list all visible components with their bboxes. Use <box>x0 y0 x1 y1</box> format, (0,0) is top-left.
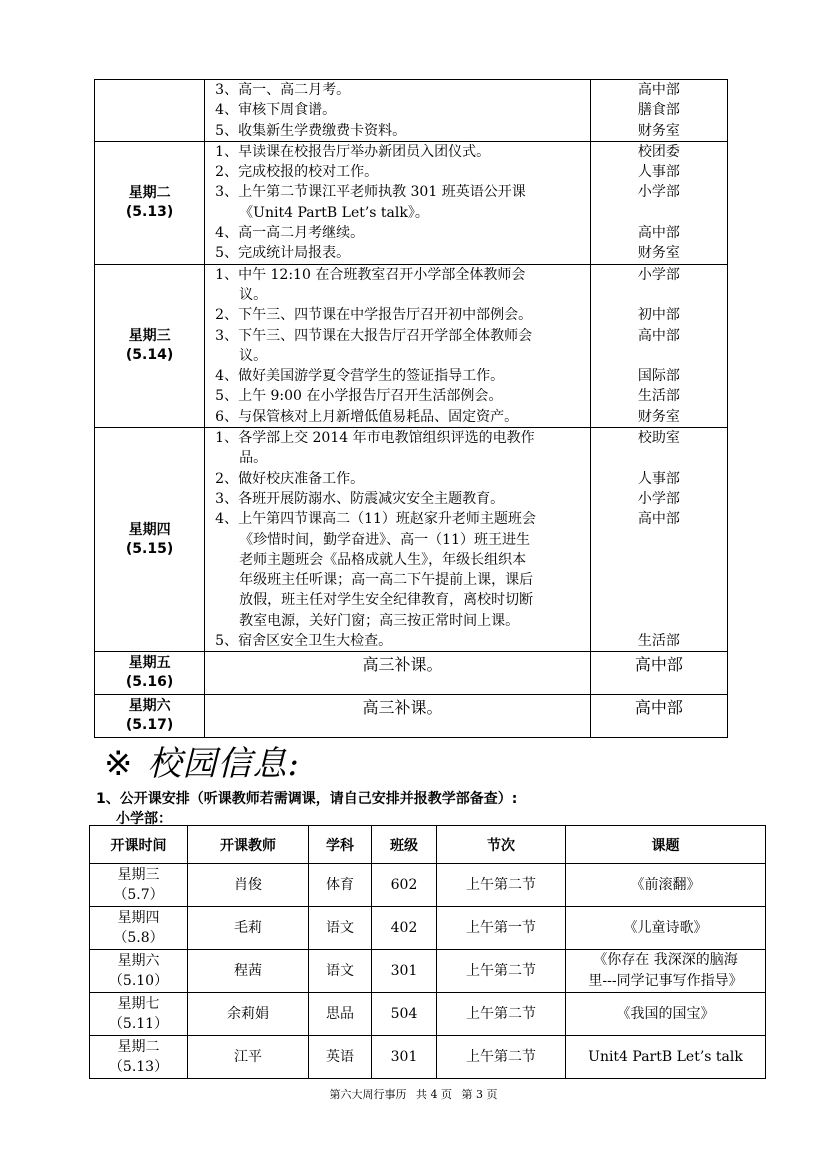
task-line: 1、各学部上交 2014 年市电教馆组织评选的电教作 <box>215 430 535 447</box>
cell-teacher <box>188 993 309 1036</box>
dept-line <box>591 530 727 550</box>
task-line: 4、高一高二月考继续。 <box>215 225 365 242</box>
header-time: 开课时间 <box>90 826 188 864</box>
task-line: 5、收集新生学费缴费卡资料。 <box>215 122 407 139</box>
task-line: 3、高一、高二月考。 <box>215 82 351 98</box>
lessons-header-row <box>90 826 766 864</box>
dept-line <box>591 346 727 366</box>
cell-time <box>90 950 188 993</box>
dept-line <box>591 285 727 305</box>
cell-class <box>372 1036 437 1079</box>
cell-topic <box>566 907 766 950</box>
day-date: (5.14) <box>125 346 174 363</box>
day-date: (5.16) <box>125 674 174 691</box>
task-line: 4、审核下周食谱。 <box>215 102 337 119</box>
dept-list <box>590 80 727 142</box>
dept-line: 小学部 <box>637 184 680 201</box>
dept-line: 高中部 <box>637 82 680 98</box>
task-line: 《珍惜时间，勤学奋进》、高一（11）班王进生 <box>239 531 530 548</box>
task-line: 议。 <box>239 286 268 303</box>
cell-subject-subject: 思品 <box>326 1006 354 1022</box>
cell-subject <box>309 864 372 907</box>
task-list <box>205 80 591 142</box>
cell-period <box>437 1036 566 1079</box>
cell-subject-subject: 英语 <box>326 1049 354 1065</box>
cell-subject <box>309 950 372 993</box>
cell-teacher <box>188 907 309 950</box>
table-row <box>90 864 766 907</box>
cell-period-period: 上午第二节 <box>466 1049 536 1065</box>
footer-total: 共 4 页 <box>416 1088 452 1101</box>
cell-time-day: 星期三 <box>117 867 160 883</box>
dept-line: 小学部 <box>637 266 680 283</box>
schedule-table <box>94 79 728 738</box>
day-cell <box>95 264 205 427</box>
task-line: 议。 <box>239 347 268 364</box>
task-line: 2、完成校报的校对工作。 <box>215 164 379 181</box>
day-date: (5.17) <box>125 717 174 734</box>
task-line: 1、早读课在校报告厅举办新团员入团仪式。 <box>215 143 491 160</box>
task-line: 教室电源，关好门窗；高三按正常时间上课。 <box>239 612 520 629</box>
table-row <box>90 1036 766 1079</box>
cell-time-day: 星期四 <box>117 910 160 926</box>
day-label: 星期三 <box>128 327 171 344</box>
cell-time <box>90 993 188 1036</box>
schedule-row-friday <box>95 652 728 695</box>
dept-line: 高中部 <box>637 327 680 344</box>
cell-topic <box>566 864 766 907</box>
task-line: 2、做好校庆准备工作。 <box>215 470 365 487</box>
cell-time-date: （5.10） <box>108 973 169 989</box>
schedule-row-thursday <box>95 428 728 652</box>
page-footer <box>0 1086 827 1102</box>
cell-subject <box>309 907 372 950</box>
cell-time-date: （5.11） <box>108 1016 169 1032</box>
cell-topic-topic1: 《你存在 我深深的脑海 <box>593 952 738 968</box>
cell-time-date: （5.8） <box>113 930 164 946</box>
task-list <box>205 428 591 652</box>
cell-class-class: 402 <box>390 920 418 936</box>
task-list <box>205 264 591 427</box>
dept-list <box>590 141 727 264</box>
cell-period-period: 上午第二节 <box>466 1006 536 1022</box>
task-line: 5、上午 9:00 在小学报告厅召开生活部例会。 <box>215 388 503 405</box>
cell-topic <box>566 1036 766 1079</box>
cell-class <box>372 864 437 907</box>
cell-subject-subject: 语文 <box>326 963 354 979</box>
cell-teacher <box>188 950 309 993</box>
cell-period <box>437 950 566 993</box>
task-line: 5、宿舍区安全卫生大检查。 <box>215 633 393 650</box>
table-row <box>90 950 766 993</box>
task-line: 3、下午三、四节课在大报告厅召开学部全体教师会 <box>215 327 533 344</box>
header-period: 节次 <box>437 826 566 864</box>
cell-teacher <box>188 864 309 907</box>
cell-class <box>372 907 437 950</box>
cell-teacher-teacher: 程茜 <box>234 963 262 979</box>
task-line: 1、中午 12:10 在合班教室召开小学部全体教师会 <box>215 266 526 283</box>
dept-text: 高中部 <box>590 695 727 738</box>
day-cell <box>95 141 205 264</box>
day-date: (5.15) <box>125 540 174 557</box>
dept-line: 校团委 <box>637 143 680 160</box>
dept-line: 膳食部 <box>637 102 680 119</box>
task-line: 5、完成统计局报表。 <box>215 245 351 262</box>
day-cell <box>95 695 205 738</box>
dept-line <box>591 448 727 468</box>
cell-topic <box>566 950 766 993</box>
day-label: 星期五 <box>128 655 171 672</box>
header-topic: 课题 <box>566 826 766 864</box>
task-line: 6、与保管核对上月新增低值易耗品、固定资产。 <box>215 408 519 425</box>
dept-line: 初中部 <box>637 307 680 324</box>
cell-teacher-teacher: 肖俊 <box>234 877 262 893</box>
day-date: (5.13) <box>125 203 174 220</box>
dept-list <box>590 428 727 652</box>
dept-line <box>591 203 727 223</box>
task-line: 老师主题班会《品格成就人生》，年级长组织本 <box>239 551 527 568</box>
header-class: 班级 <box>372 826 437 864</box>
header-teacher: 开课教师 <box>188 826 309 864</box>
task-line: 年级班主任听课；高一高二下午提前上课，课后 <box>239 572 534 589</box>
day-label: 星期四 <box>128 521 171 538</box>
footer-title: 第六大周行事历 <box>329 1088 407 1101</box>
task-line: 4、上午第四节课高二（11）班赵家升老师主题班会 <box>215 511 536 528</box>
lessons-table <box>89 825 766 1079</box>
dept-list <box>590 264 727 427</box>
dept-line <box>591 550 727 570</box>
cell-time-date: （5.7） <box>113 887 164 903</box>
sub-heading: 小学部： <box>116 811 172 827</box>
dept-line: 生活部 <box>637 633 680 650</box>
table-row <box>90 907 766 950</box>
footer-page: 第 3 页 <box>461 1088 498 1101</box>
cell-class <box>372 950 437 993</box>
dept-line: 财务室 <box>637 408 680 425</box>
task-text: 高三补课。 <box>205 695 591 738</box>
dept-line: 校助室 <box>637 430 680 447</box>
cell-time-day: 星期七 <box>117 996 160 1012</box>
cell-teacher <box>188 1036 309 1079</box>
cell-period <box>437 993 566 1036</box>
task-line: 3、各班开展防溺水、防震减灾安全主题教育。 <box>215 490 505 507</box>
schedule-row-tuesday <box>95 141 728 264</box>
day-label: 星期二 <box>128 184 171 201</box>
task-line: 《Unit4 PartB Let’s talk》。 <box>239 204 429 221</box>
cell-teacher-teacher: 余莉娟 <box>227 1006 269 1022</box>
day-cell <box>95 652 205 695</box>
cell-teacher-teacher: 江平 <box>234 1049 262 1065</box>
day-cell-empty <box>95 80 205 142</box>
dept-line <box>591 590 727 610</box>
cell-class-class: 301 <box>390 1049 418 1065</box>
dept-line: 财务室 <box>637 122 680 139</box>
cell-topic <box>566 993 766 1036</box>
dept-line: 生活部 <box>637 388 680 405</box>
cell-time-day: 星期六 <box>117 953 160 969</box>
cell-period-period: 上午第二节 <box>466 877 536 893</box>
schedule-row-wednesday <box>95 264 728 427</box>
header-subject: 学科 <box>309 826 372 864</box>
cell-period <box>437 907 566 950</box>
task-text: 高三补课。 <box>205 652 591 695</box>
task-line: 品。 <box>239 450 268 467</box>
dept-line: 人事部 <box>637 470 680 487</box>
table-row <box>90 993 766 1036</box>
cell-time <box>90 1036 188 1079</box>
cell-time <box>90 907 188 950</box>
cell-period-period: 上午第一节 <box>466 920 536 936</box>
section-title-text: 校园信息: <box>147 744 300 784</box>
day-label: 星期六 <box>128 698 171 715</box>
dept-line: 高中部 <box>637 225 680 242</box>
reference-mark-icon: ※ <box>104 744 134 784</box>
cell-topic-topic1: 《儿童诗歌》 <box>623 919 708 936</box>
cell-topic-topic2: 里---同学记事写作指导》 <box>588 973 743 989</box>
dept-line <box>591 611 727 631</box>
cell-topic-topic1: 《前滚翻》 <box>630 876 701 893</box>
cell-topic-topic1: Unit4 PartB Let’s talk <box>588 1048 743 1065</box>
lesson-heading: 1、公开课安排（听课教师若需调课，请自己安排并报教学部备查）: <box>96 791 518 807</box>
dept-line: 国际部 <box>637 368 680 385</box>
cell-period-period: 上午第二节 <box>466 963 536 979</box>
cell-subject <box>309 993 372 1036</box>
cell-topic-topic1: 《我国的国宝》 <box>616 1005 715 1022</box>
cell-class <box>372 993 437 1036</box>
cell-class-class: 301 <box>390 963 418 979</box>
cell-subject-subject: 语文 <box>326 920 354 936</box>
task-line: 4、做好美国游学夏令营学生的签证指导工作。 <box>215 368 505 385</box>
schedule-row-saturday <box>95 695 728 738</box>
task-line: 放假，班主任对学生安全纪律教育，离校时切断 <box>239 592 534 609</box>
task-list <box>205 141 591 264</box>
dept-line: 小学部 <box>637 490 680 507</box>
dept-line: 财务室 <box>637 245 680 262</box>
cell-time-day: 星期二 <box>117 1039 160 1055</box>
day-cell <box>95 428 205 652</box>
dept-line <box>591 570 727 590</box>
cell-subject-subject: 体育 <box>326 877 354 893</box>
task-line: 3、上午第二节课江平老师执教 301 班英语公开课 <box>215 184 526 201</box>
cell-teacher-teacher: 毛莉 <box>234 920 262 936</box>
dept-line: 高中部 <box>637 511 680 528</box>
cell-subject <box>309 1036 372 1079</box>
cell-period <box>437 864 566 907</box>
schedule-row-continued <box>95 80 728 142</box>
cell-class-class: 602 <box>390 877 418 893</box>
cell-time <box>90 864 188 907</box>
dept-text: 高中部 <box>590 652 727 695</box>
cell-class-class: 504 <box>390 1006 418 1022</box>
task-line: 2、下午三、四节课在中学报告厅召开初中部例会。 <box>215 307 533 324</box>
section-title <box>104 744 300 784</box>
dept-line: 人事部 <box>637 164 680 181</box>
cell-time-date: （5.13） <box>108 1059 169 1075</box>
